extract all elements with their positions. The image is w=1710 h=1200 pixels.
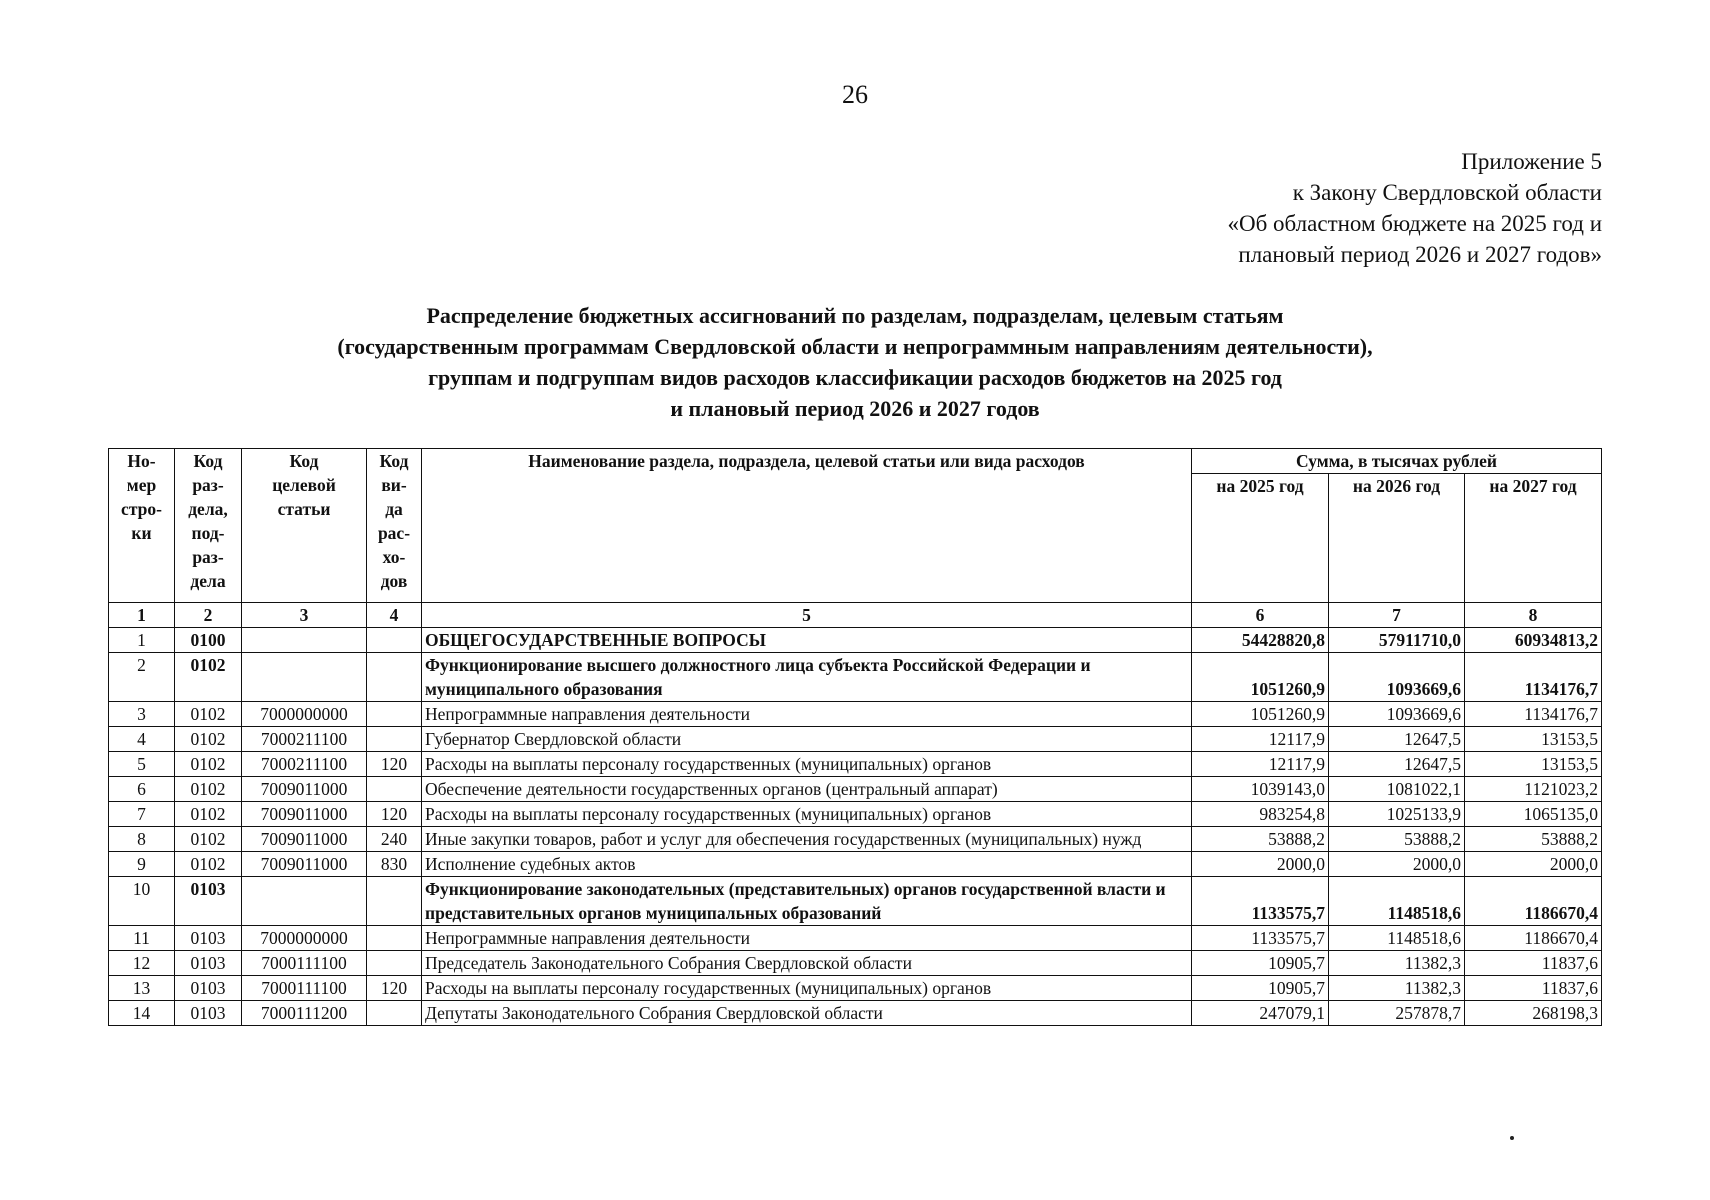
cell-expense-kind-code bbox=[367, 727, 422, 752]
cell-sum-2027: 13153,5 bbox=[1465, 752, 1602, 777]
cell-expense-kind-code: 240 bbox=[367, 827, 422, 852]
appendix-line: Приложение 5 bbox=[1461, 149, 1602, 174]
header-year-2026: на 2026 год bbox=[1329, 474, 1465, 603]
cell-sum-2025: 2000,0 bbox=[1192, 852, 1329, 877]
cell-target-code bbox=[242, 653, 367, 702]
table-row bbox=[109, 951, 1602, 976]
cell-target-code: 7000000000 bbox=[242, 702, 367, 727]
cell-name: Председатель Законодательного Собрания Свердловской области bbox=[422, 951, 1192, 976]
cell-section-code: 0100 bbox=[175, 628, 242, 653]
table-row bbox=[109, 827, 1602, 852]
appendix-line: плановый период 2026 и 2027 годов» bbox=[1238, 242, 1602, 267]
cell-sum-2027: 268198,3 bbox=[1465, 1001, 1602, 1026]
cell-target-code: 7009011000 bbox=[242, 802, 367, 827]
cell-name: ОБЩЕГОСУДАРСТВЕННЫЕ ВОПРОСЫ bbox=[422, 628, 1192, 653]
header-expense-kind-code: Код ви- да рас- хо- дов bbox=[367, 449, 422, 603]
table-row bbox=[109, 852, 1602, 877]
cell-row-number: 1 bbox=[109, 628, 175, 653]
cell-expense-kind-code bbox=[367, 628, 422, 653]
budget-table bbox=[108, 448, 1602, 1026]
cell-target-code: 7000000000 bbox=[242, 926, 367, 951]
table-row bbox=[109, 752, 1602, 777]
cell-section-code: 0102 bbox=[175, 702, 242, 727]
cell-sum-2025: 1133575,7 bbox=[1192, 926, 1329, 951]
cell-sum-2026: 257878,7 bbox=[1329, 1001, 1465, 1026]
cell-sum-2026: 11382,3 bbox=[1329, 951, 1465, 976]
cell-row-number: 12 bbox=[109, 951, 175, 976]
cell-row-number: 6 bbox=[109, 777, 175, 802]
cell-sum-2025: 1051260,9 bbox=[1192, 702, 1329, 727]
cell-section-code: 0102 bbox=[175, 653, 242, 702]
cell-section-code: 0103 bbox=[175, 1001, 242, 1026]
cell-sum-2026: 12647,5 bbox=[1329, 752, 1465, 777]
cell-row-number: 7 bbox=[109, 802, 175, 827]
cell-section-code: 0102 bbox=[175, 852, 242, 877]
cell-section-code: 0102 bbox=[175, 777, 242, 802]
cell-expense-kind-code: 120 bbox=[367, 802, 422, 827]
cell-expense-kind-code: 120 bbox=[367, 976, 422, 1001]
cell-row-number: 3 bbox=[109, 702, 175, 727]
cell-sum-2027: 11837,6 bbox=[1465, 951, 1602, 976]
cell-sum-2025: 1133575,7 bbox=[1192, 877, 1329, 926]
title-line: Распределение бюджетных ассигнований по разделам, подразделам, целевым статьям bbox=[426, 303, 1284, 328]
column-number: 3 bbox=[242, 603, 367, 628]
cell-section-code: 0102 bbox=[175, 802, 242, 827]
appendix-note bbox=[1227, 146, 1602, 270]
cell-sum-2025: 53888,2 bbox=[1192, 827, 1329, 852]
cell-sum-2026: 53888,2 bbox=[1329, 827, 1465, 852]
cell-name: Иные закупки товаров, работ и услуг для обеспечения государственных (муниципальных) нужд bbox=[422, 827, 1192, 852]
cell-sum-2026: 1148518,6 bbox=[1329, 877, 1465, 926]
cell-row-number: 11 bbox=[109, 926, 175, 951]
table-row bbox=[109, 702, 1602, 727]
cell-row-number: 14 bbox=[109, 1001, 175, 1026]
cell-section-code: 0102 bbox=[175, 727, 242, 752]
cell-name: Расходы на выплаты персоналу государственных (муниципальных) органов bbox=[422, 802, 1192, 827]
cell-sum-2027: 1121023,2 bbox=[1465, 777, 1602, 802]
cell-section-code: 0103 bbox=[175, 976, 242, 1001]
cell-section-code: 0102 bbox=[175, 827, 242, 852]
cell-sum-2025: 10905,7 bbox=[1192, 976, 1329, 1001]
cell-row-number: 5 bbox=[109, 752, 175, 777]
cell-target-code: 7000111100 bbox=[242, 951, 367, 976]
cell-sum-2025: 1039143,0 bbox=[1192, 777, 1329, 802]
cell-sum-2026: 1093669,6 bbox=[1329, 653, 1465, 702]
cell-name: Обеспечение деятельности государственных органов (центральный аппарат) bbox=[422, 777, 1192, 802]
table-row bbox=[109, 653, 1602, 702]
cell-sum-2025: 10905,7 bbox=[1192, 951, 1329, 976]
cell-sum-2027: 2000,0 bbox=[1465, 852, 1602, 877]
cell-sum-2027: 1134176,7 bbox=[1465, 702, 1602, 727]
header-sum: Сумма, в тысячах рублей bbox=[1192, 449, 1602, 474]
cell-expense-kind-code bbox=[367, 926, 422, 951]
table-row bbox=[109, 777, 1602, 802]
column-number: 1 bbox=[109, 603, 175, 628]
title-line: группам и подгруппам видов расходов классификации расходов бюджетов на 2025 год bbox=[428, 365, 1282, 390]
cell-sum-2027: 1065135,0 bbox=[1465, 802, 1602, 827]
table-row bbox=[109, 802, 1602, 827]
title-line: и плановый период 2026 и 2027 годов bbox=[670, 396, 1040, 421]
appendix-line: «Об областном бюджете на 2025 год и bbox=[1227, 211, 1602, 236]
column-number: 5 bbox=[422, 603, 1192, 628]
cell-sum-2025: 983254,8 bbox=[1192, 802, 1329, 827]
scan-speck bbox=[1510, 1136, 1514, 1140]
cell-target-code: 7009011000 bbox=[242, 777, 367, 802]
title-line: (государственным программам Свердловской области и непрограммным направлениям деятельности), bbox=[337, 334, 1373, 359]
cell-sum-2026: 12647,5 bbox=[1329, 727, 1465, 752]
cell-expense-kind-code bbox=[367, 877, 422, 926]
column-number: 4 bbox=[367, 603, 422, 628]
table-row bbox=[109, 628, 1602, 653]
header-section-code: Код раз- дела, под- раз- дела bbox=[175, 449, 242, 603]
cell-sum-2027: 53888,2 bbox=[1465, 827, 1602, 852]
cell-row-number: 10 bbox=[109, 877, 175, 926]
header-row-number: Но- мер стро- ки bbox=[109, 449, 175, 603]
cell-sum-2026: 57911710,0 bbox=[1329, 628, 1465, 653]
cell-name: Губернатор Свердловской области bbox=[422, 727, 1192, 752]
cell-section-code: 0103 bbox=[175, 951, 242, 976]
cell-name: Исполнение судебных актов bbox=[422, 852, 1192, 877]
cell-section-code: 0102 bbox=[175, 752, 242, 777]
cell-target-code: 7000211100 bbox=[242, 752, 367, 777]
table-row bbox=[109, 727, 1602, 752]
cell-target-code: 7009011000 bbox=[242, 827, 367, 852]
cell-row-number: 9 bbox=[109, 852, 175, 877]
cell-expense-kind-code bbox=[367, 951, 422, 976]
header-target-code: Код целевой статьи bbox=[242, 449, 367, 603]
cell-expense-kind-code: 830 bbox=[367, 852, 422, 877]
header-row bbox=[109, 449, 1602, 474]
cell-sum-2027: 13153,5 bbox=[1465, 727, 1602, 752]
cell-expense-kind-code: 120 bbox=[367, 752, 422, 777]
cell-sum-2027: 1134176,7 bbox=[1465, 653, 1602, 702]
cell-name: Расходы на выплаты персоналу государственных (муниципальных) органов bbox=[422, 752, 1192, 777]
header-year-2025: на 2025 год bbox=[1192, 474, 1329, 603]
cell-name: Непрограммные направления деятельности bbox=[422, 702, 1192, 727]
table-row bbox=[109, 976, 1602, 1001]
cell-sum-2025: 1051260,9 bbox=[1192, 653, 1329, 702]
cell-sum-2026: 1148518,6 bbox=[1329, 926, 1465, 951]
cell-row-number: 8 bbox=[109, 827, 175, 852]
cell-expense-kind-code bbox=[367, 1001, 422, 1026]
table-row bbox=[109, 1001, 1602, 1026]
cell-target-code: 7009011000 bbox=[242, 852, 367, 877]
header-name: Наименование раздела, подраздела, целевой статьи или вида расходов bbox=[422, 449, 1192, 603]
table-row bbox=[109, 926, 1602, 951]
cell-sum-2026: 1081022,1 bbox=[1329, 777, 1465, 802]
cell-sum-2026: 11382,3 bbox=[1329, 976, 1465, 1001]
cell-sum-2027: 60934813,2 bbox=[1465, 628, 1602, 653]
cell-target-code bbox=[242, 877, 367, 926]
cell-expense-kind-code bbox=[367, 777, 422, 802]
cell-name: Функционирование законодательных (представительных) органов государственной власти и представительных органов муниципальных образований bbox=[422, 877, 1192, 926]
column-number: 2 bbox=[175, 603, 242, 628]
cell-target-code bbox=[242, 628, 367, 653]
cell-sum-2027: 1186670,4 bbox=[1465, 926, 1602, 951]
cell-name: Непрограммные направления деятельности bbox=[422, 926, 1192, 951]
cell-section-code: 0103 bbox=[175, 926, 242, 951]
cell-row-number: 2 bbox=[109, 653, 175, 702]
document-title bbox=[0, 300, 1710, 424]
cell-section-code: 0103 bbox=[175, 877, 242, 926]
cell-row-number: 4 bbox=[109, 727, 175, 752]
cell-name: Депутаты Законодательного Собрания Свердловской области bbox=[422, 1001, 1192, 1026]
cell-sum-2025: 12117,9 bbox=[1192, 752, 1329, 777]
column-number: 8 bbox=[1465, 603, 1602, 628]
cell-expense-kind-code bbox=[367, 702, 422, 727]
header-year-2027: на 2027 год bbox=[1465, 474, 1602, 603]
cell-sum-2025: 12117,9 bbox=[1192, 727, 1329, 752]
cell-sum-2026: 1093669,6 bbox=[1329, 702, 1465, 727]
cell-sum-2027: 11837,6 bbox=[1465, 976, 1602, 1001]
cell-name: Расходы на выплаты персоналу государственных (муниципальных) органов bbox=[422, 976, 1192, 1001]
cell-target-code: 7000211100 bbox=[242, 727, 367, 752]
cell-expense-kind-code bbox=[367, 653, 422, 702]
cell-name: Функционирование высшего должностного лица субъекта Российской Федерации и муниципального образования bbox=[422, 653, 1192, 702]
cell-sum-2027: 1186670,4 bbox=[1465, 877, 1602, 926]
column-number-row bbox=[109, 603, 1602, 628]
cell-row-number: 13 bbox=[109, 976, 175, 1001]
cell-target-code: 7000111100 bbox=[242, 976, 367, 1001]
cell-sum-2026: 2000,0 bbox=[1329, 852, 1465, 877]
column-number: 7 bbox=[1329, 603, 1465, 628]
table-row bbox=[109, 877, 1602, 926]
cell-sum-2025: 54428820,8 bbox=[1192, 628, 1329, 653]
cell-target-code: 7000111200 bbox=[242, 1001, 367, 1026]
cell-sum-2025: 247079,1 bbox=[1192, 1001, 1329, 1026]
page-number: 26 bbox=[842, 80, 868, 109]
cell-sum-2026: 1025133,9 bbox=[1329, 802, 1465, 827]
appendix-line: к Закону Свердловской области bbox=[1292, 180, 1602, 205]
column-number: 6 bbox=[1192, 603, 1329, 628]
